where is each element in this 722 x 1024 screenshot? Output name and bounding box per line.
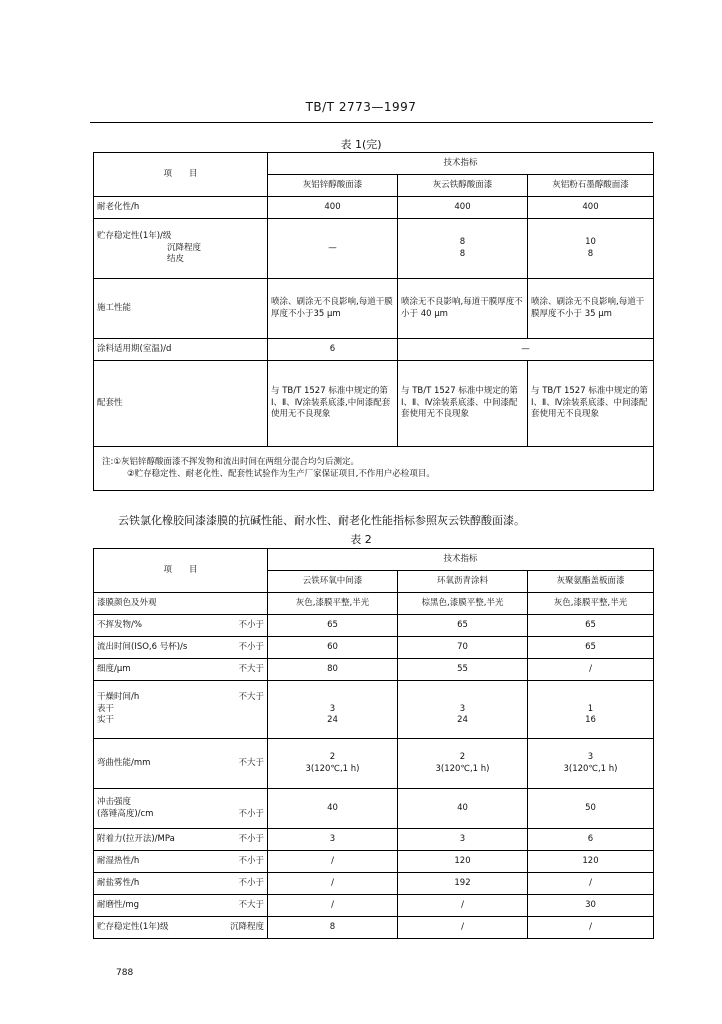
- col-header-1: 云铁环氧中间漆: [268, 571, 398, 593]
- label-text: 弯曲性能/mm: [97, 757, 151, 768]
- label-text: 耐盐雾性/h: [97, 877, 140, 888]
- cell: 6: [268, 339, 398, 361]
- cell-value: 10: [585, 237, 596, 248]
- row-label: [94, 637, 268, 659]
- cell-value: 3: [459, 703, 466, 714]
- label-text: 耐湿热性/h: [97, 855, 140, 866]
- note-1: 注:①灰铝锌醇酸面漆不挥发物和流出时间在两组分混合均匀后测定。: [102, 457, 359, 468]
- qualifier: 不小于: [238, 877, 264, 888]
- storage-sub1: 沉降程度: [167, 242, 202, 253]
- cell-value: 3(120℃,1 h): [435, 763, 490, 774]
- cell: 65: [398, 615, 528, 637]
- cell: 55: [398, 659, 528, 681]
- cell: /: [528, 659, 654, 681]
- cell: 40: [268, 789, 398, 829]
- cell: 30: [528, 895, 654, 917]
- row-label: 配套性: [94, 361, 268, 447]
- cell: 50: [528, 789, 654, 829]
- row-label: [94, 739, 268, 789]
- cell: —: [268, 219, 398, 279]
- cell: 3: [398, 829, 528, 851]
- qualifier: 不小于: [238, 808, 264, 819]
- cell: [528, 681, 654, 739]
- label-text: 不挥发物/%: [97, 619, 142, 630]
- cell: 6: [528, 829, 654, 851]
- cell: [398, 219, 528, 279]
- cell-value: 3: [587, 752, 594, 763]
- dry-sub1: 表干: [97, 703, 115, 714]
- row-label: [94, 917, 268, 939]
- document-header: TB/T 2773—1997: [305, 100, 417, 114]
- row-label: [94, 219, 268, 279]
- cell: 与 TB/T 1527 标准中规定的第Ⅰ、Ⅱ、Ⅳ涂装系底漆,中间漆配套使用无不良现象: [268, 361, 398, 447]
- cell: 与 TB/T 1527 标准中规定的第Ⅰ、Ⅱ、Ⅳ涂装系底漆、中间漆配套使用无不良现象: [398, 361, 528, 447]
- cell-value: 2: [459, 752, 466, 763]
- cell-value: 3(120℃,1 h): [563, 763, 618, 774]
- row-label: [94, 829, 268, 851]
- label-text: 耐磨性/mg: [97, 899, 140, 910]
- col-header-2: 环氧沥青涂料: [398, 571, 528, 593]
- cell: 40: [398, 789, 528, 829]
- col-header-3: 灰铝粉石墨醇酸面漆: [528, 175, 654, 197]
- cell: 400: [268, 197, 398, 219]
- qualifier: 沉降程度: [229, 921, 264, 932]
- table2-caption: 表 2: [350, 533, 372, 546]
- row-label: 施工性能: [94, 279, 268, 339]
- cell: /: [398, 917, 528, 939]
- cell-value: 1: [587, 703, 594, 714]
- spec-header: 技术指标: [268, 153, 654, 175]
- row-label: [94, 593, 268, 615]
- cell: /: [528, 917, 654, 939]
- table1-caption: 表 1(完): [340, 138, 382, 151]
- row-label: [94, 895, 268, 917]
- label-text: 冲击强度: [97, 797, 132, 808]
- cell: 65: [528, 615, 654, 637]
- item-header: 项 目: [94, 549, 268, 593]
- label-text: 细度/μm: [97, 663, 131, 674]
- cell-value: 8: [459, 237, 466, 248]
- cell-value: 8: [587, 248, 594, 259]
- cell: 3: [268, 829, 398, 851]
- qualifier: 不小于: [238, 619, 264, 630]
- row-label: [94, 681, 268, 739]
- cell: 棕黑色,漆膜平整,半光: [398, 593, 528, 615]
- cell: 80: [268, 659, 398, 681]
- col-header-1: 灰铝锌醇酸面漆: [268, 175, 398, 197]
- cell: [528, 739, 654, 789]
- spec-header: 技术指标: [268, 549, 654, 571]
- storage-sub2: 结皮: [167, 254, 185, 265]
- qualifier: 不小于: [238, 855, 264, 866]
- body-text: 云铁氯化橡胶间漆漆膜的抗碱性能、耐水性、耐老化性能指标参照灰云铁醇酸面漆。: [118, 514, 525, 527]
- cell: 与 TB/T 1527 标准中规定的第Ⅰ、Ⅱ、Ⅳ涂装系底漆、中间漆配套使用无不良现象: [528, 361, 654, 447]
- label-text: 漆膜颜色及外观: [97, 597, 157, 608]
- cell: 120: [528, 851, 654, 873]
- row-label: [94, 615, 268, 637]
- qualifier: 不大于: [238, 757, 264, 768]
- label-text: (落锤高度)/cm: [97, 808, 154, 819]
- cell: /: [268, 851, 398, 873]
- cell: 400: [528, 197, 654, 219]
- cell: [268, 739, 398, 789]
- cell: 65: [528, 637, 654, 659]
- table-notes: [94, 447, 654, 491]
- qualifier: 不小于: [238, 641, 264, 652]
- qualifier: 不大于: [238, 663, 264, 674]
- cell: 192: [398, 873, 528, 895]
- cell-value: 16: [585, 715, 596, 726]
- cell: 喷涂、刷涂无不良影响,每道干膜厚度不小于35 μm: [268, 279, 398, 339]
- row-label: [94, 873, 268, 895]
- cell: —: [398, 339, 654, 361]
- qualifier: 不大于: [238, 692, 264, 703]
- cell: 喷涂、刷涂无不良影响,每道干膜厚度不小于 35 μm: [528, 279, 654, 339]
- storage-label: 贮存稳定性(1年)/级: [97, 231, 172, 242]
- cell: 8: [268, 917, 398, 939]
- cell: 灰色,漆膜平整,半光: [528, 593, 654, 615]
- cell: 120: [398, 851, 528, 873]
- label-text: 流出时间(ISO,6 号杯)/s: [97, 641, 188, 652]
- cell: 70: [398, 637, 528, 659]
- qualifier: 不小于: [238, 833, 264, 844]
- page-number: 788: [116, 968, 134, 978]
- qualifier: 不大于: [238, 899, 264, 910]
- cell-value: 24: [457, 715, 468, 726]
- cell: /: [398, 895, 528, 917]
- cell: 60: [268, 637, 398, 659]
- cell: [528, 219, 654, 279]
- cell-value: 3(120℃,1 h): [305, 763, 360, 774]
- label-text: 附着力(拉开法)/MPa: [97, 833, 175, 844]
- cell: 灰色,漆膜平整,半光: [268, 593, 398, 615]
- cell: 400: [398, 197, 528, 219]
- cell: [268, 681, 398, 739]
- table-1: [93, 152, 654, 491]
- cell: /: [268, 873, 398, 895]
- note-2: ②贮存稳定性、耐老化性、配套性试验作为生产厂家保证项目,不作用户必检项目。: [127, 468, 435, 479]
- row-label: [94, 659, 268, 681]
- cell-value: 3: [329, 703, 336, 714]
- cell-value: 24: [327, 715, 338, 726]
- cell: 65: [268, 615, 398, 637]
- col-header-2: 灰云铁醇酸面漆: [398, 175, 528, 197]
- cell-value: 2: [329, 752, 336, 763]
- cell: [398, 739, 528, 789]
- dry-sub2: 实干: [97, 715, 115, 726]
- cell: [398, 681, 528, 739]
- table-2: [93, 548, 654, 939]
- header-rule: [90, 122, 653, 123]
- cell: 喷涂无不良影响,每道干膜厚度不小于 40 μm: [398, 279, 528, 339]
- row-label: 耐老化性/h: [94, 197, 268, 219]
- label-text: 干燥时间/h: [97, 692, 140, 703]
- cell: /: [528, 873, 654, 895]
- item-header: 项 目: [94, 153, 268, 197]
- row-label: [94, 851, 268, 873]
- label-text: 贮存稳定性(1年)级: [97, 921, 169, 932]
- cell: /: [268, 895, 398, 917]
- cell-value: 8: [459, 248, 466, 259]
- row-label: 涂料适用期(室温)/d: [94, 339, 268, 361]
- col-header-3: 灰聚氨酯盖板面漆: [528, 571, 654, 593]
- row-label: [94, 789, 268, 829]
